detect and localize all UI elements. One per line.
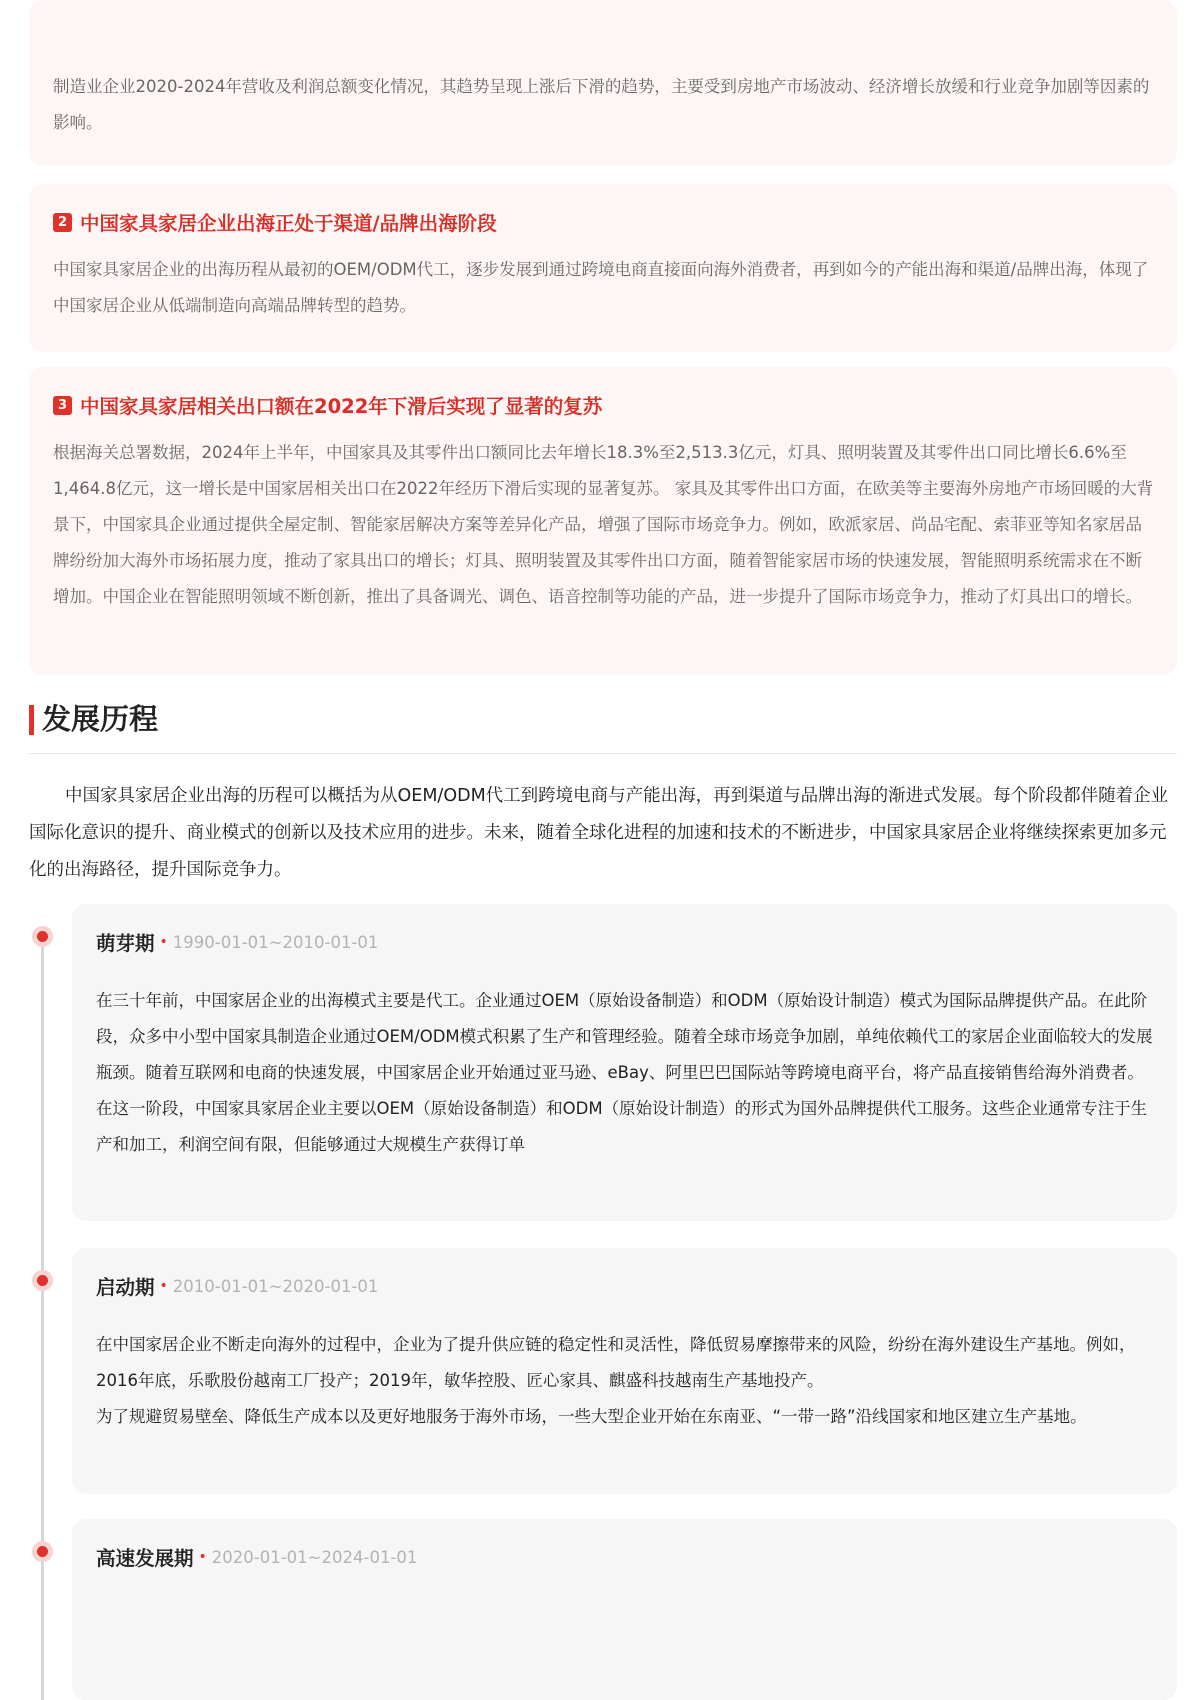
timeline-dot bbox=[32, 1541, 53, 1562]
stage-name: 高速发展期 bbox=[96, 1547, 194, 1570]
card-body: 制造业企业2020-2024年营收及利润总额变化情况，其趋势呈现上涨后下滑的趋势，主要受到房地产市场波动、经济增长放缓和行业竞争加剧等因素的影响。 bbox=[53, 77, 1150, 132]
summary-card-2 bbox=[29, 184, 1177, 352]
timeline-stage-3 bbox=[72, 1519, 1177, 1700]
summary-card-1 bbox=[29, 0, 1177, 166]
timeline-line bbox=[41, 928, 44, 1700]
card-title: 中国家具家居相关出口额在2022年下滑后实现了显著的复苏 bbox=[80, 395, 603, 418]
section-accent-bar bbox=[29, 705, 34, 735]
section-divider bbox=[29, 753, 1177, 754]
card-header bbox=[53, 208, 497, 236]
stage-separator: • bbox=[198, 1549, 207, 1565]
stage-body bbox=[96, 1327, 1158, 1435]
section-title: 发展历程 bbox=[42, 702, 159, 736]
stage-separator: • bbox=[159, 1278, 168, 1294]
number-badge: 3 bbox=[53, 396, 72, 415]
card-body: 中国家具家居企业的出海历程从最初的OEM/ODM代工，逐步发展到通过跨境电商直接面向海外消费者，再到如今的产能出海和渠道/品牌出海，体现了中国家居企业从低端制造向高端品牌转型的趋势。 bbox=[53, 260, 1149, 315]
stage-name: 萌芽期 bbox=[96, 932, 155, 955]
timeline-stage-2 bbox=[72, 1248, 1177, 1494]
stage-paragraph: 在三十年前，中国家居企业的出海模式主要是代工。企业通过OEM（原始设备制造）和ODM（原始设计制造）模式为国际品牌提供产品。在此阶段，众多中小型中国家具制造企业通过OEM/ODM模式积累了生产和管理经验。随着全球市场竞争加剧，单纯依赖代工的家居企业面临较大的发展瓶颈。随着互联网和电商的快速发展，中国家居企业开始通过亚马逊、eBay、阿里巴巴国际站等跨境电商平台，将产品直接销售给海外消费者。 bbox=[96, 991, 1153, 1082]
number-badge: 2 bbox=[53, 213, 72, 232]
card-body: 根据海关总署数据，2024年上半年，中国家具及其零件出口额同比去年增长18.3%至2,513.3亿元，灯具、照明装置及其零件出口同比增长6.6%至1,464.8亿元，这一增长是中国家居相关出口在2022年经历下滑后实现的显著复苏。 家具及其零件出口方面，在欧美等主要海外房地产市场回暖的大背景下，中国家具企业通过提供全屋定制、智能家居解决方案等差异化产品，增强了国际市场竞争力。例如，欧派家居、尚品宅配、索菲亚等知名家居品牌纷纷加大海外市场拓展力度，推动了家具出口的增长；灯具、照明装置及其零件出口方面，随着智能家居市场的快速发展，智能照明系统需求在不断增加。中国企业在智能照明领域不断创新，推出了具备调光、调色、语音控制等功能的产品，进一步提升了国际市场竞争力，推动了灯具出口的增长。 bbox=[53, 443, 1154, 606]
stage-header bbox=[96, 1543, 417, 1571]
card-title: 中国家具家居企业出海正处于渠道/品牌出海阶段 bbox=[80, 212, 497, 235]
timeline-dot bbox=[32, 926, 53, 947]
stage-date-range: 2010-01-01~2020-01-01 bbox=[172, 1276, 379, 1296]
stage-name: 启动期 bbox=[96, 1276, 155, 1299]
section-intro: 中国家具家居企业出海的历程可以概括为从OEM/ODM代工到跨境电商与产能出海，再到渠道与品牌出海的渐进式发展。每个阶段都伴随着企业国际化意识的提升、商业模式的创新以及技术应用的进步。未来，随着全球化进程的加速和技术的不断进步，中国家具家居企业将继续探索更加多元化的出海路径，提升国际竞争力。 bbox=[29, 786, 1169, 880]
timeline-stage-1 bbox=[72, 904, 1177, 1221]
stage-paragraph: 在这一阶段，中国家具家居企业主要以OEM（原始设备制造）和ODM（原始设计制造）的形式为国外品牌提供代工服务。这些企业通常专注于生产和加工，利润空间有限，但能够通过大规模生产获得订单 bbox=[96, 1099, 1148, 1154]
stage-header bbox=[96, 1272, 378, 1300]
stage-date-range: 1990-01-01~2010-01-01 bbox=[172, 932, 379, 952]
stage-header bbox=[96, 928, 378, 956]
card-header bbox=[53, 391, 602, 419]
stage-paragraph: 在中国家居企业不断走向海外的过程中，企业为了提升供应链的稳定性和灵活性，降低贸易摩擦带来的风险，纷纷在海外建设生产基地。例如，2016年底，乐歌股份越南工厂投产；2019年，敏华控股、匠心家具、麒盛科技越南生产基地投产。 bbox=[96, 1335, 1136, 1390]
stage-separator: • bbox=[159, 934, 168, 950]
stage-paragraph: 为了规避贸易壁垒、降低生产成本以及更好地服务于海外市场，一些大型企业开始在东南亚、“一带一路”沿线国家和地区建立生产基地。 bbox=[96, 1407, 1087, 1426]
stage-date-range: 2020-01-01~2024-01-01 bbox=[211, 1547, 418, 1567]
timeline-dot bbox=[32, 1270, 53, 1291]
summary-card-3 bbox=[29, 367, 1177, 675]
stage-body bbox=[96, 983, 1158, 1163]
